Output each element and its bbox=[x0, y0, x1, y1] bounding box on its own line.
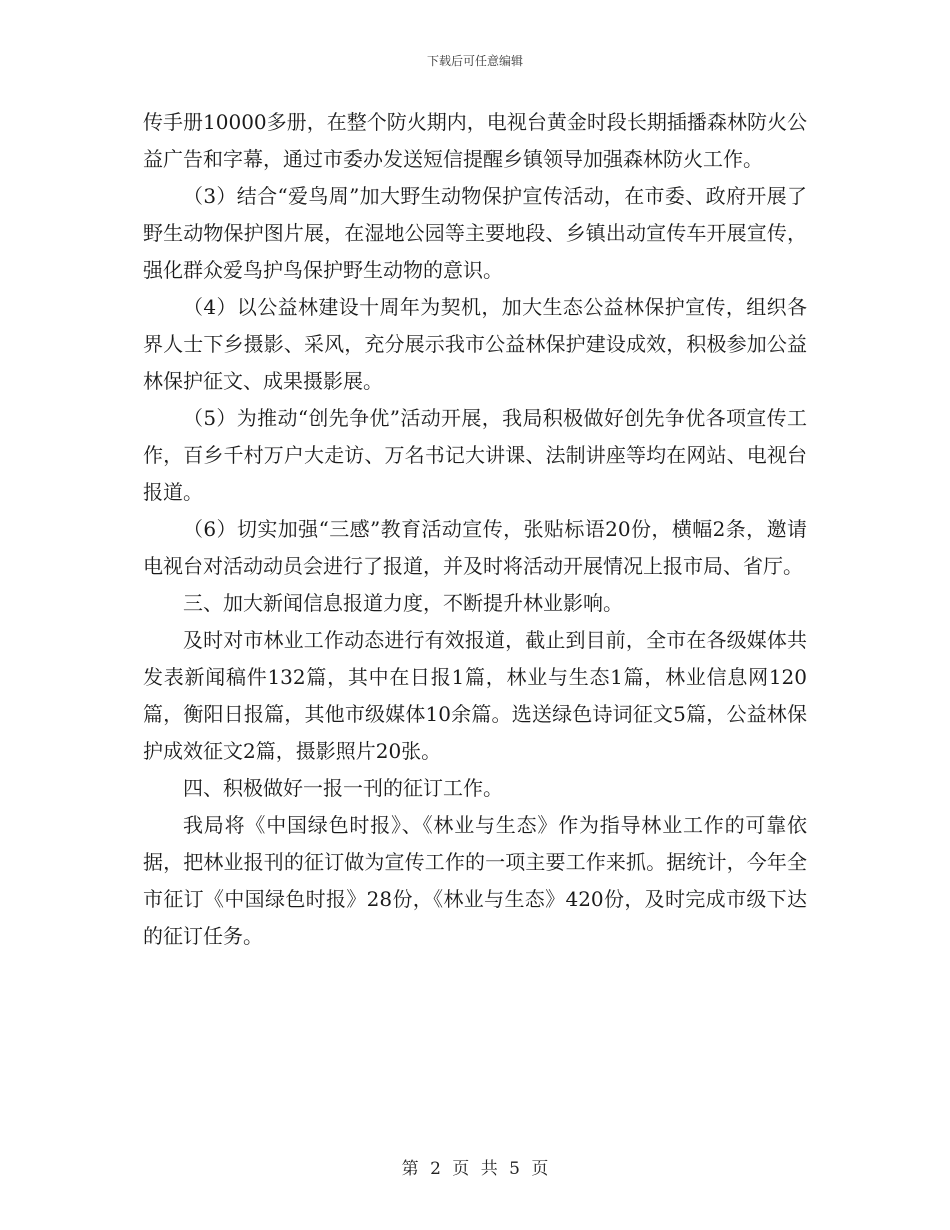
page-label-total: 共 bbox=[480, 1159, 498, 1179]
document-body bbox=[143, 104, 807, 955]
paragraph-4: （5）为推动“创先争优”活动开展，我局积极做好创先争优各项宣传工作，百乡千村万户大走访、万名书记大讲课、法制讲座等均在网站、电视台报道。 bbox=[143, 406, 807, 504]
paragraph-5: （6）切实加强“三感”教育活动宣传，张贴标语20份，横幅2条，邀请电视台对活动动员会进行了报道，并及时将活动开展情况上报市局、省厅。 bbox=[143, 517, 807, 578]
page-total: 5 bbox=[509, 1159, 520, 1179]
page-number bbox=[0, 1154, 950, 1179]
paragraph-9: 我局将《中国绿色时报》、《林业与生态》作为指导林业工作的可靠依据，把林业报刊的征订做为宣传工作的一项主要工作来抓。据统计，今年全市征订《中国绿色时报》28份，《林业与生态》420份，及时完成市级下达的征订任务。 bbox=[143, 813, 807, 948]
page-label-mid: 页 bbox=[452, 1159, 470, 1179]
page-current: 2 bbox=[430, 1159, 441, 1179]
paragraph-2: （3）结合“爱鸟周”加大野生动物保护宣传活动，在市委、政府开展了野生动物保护图片展，在湿地公园等主要地段、乡镇出动宣传车开展宣传，强化群众爱鸟护鸟保护野生动物的意识。 bbox=[143, 184, 807, 282]
paragraph-3: （4）以公益林建设十周年为契机，加大生态公益林保护宣传，组织各界人士下乡摄影、采风，充分展示我市公益林保护建设成效，积极参加公益林保护征文、成果摄影展。 bbox=[143, 295, 807, 393]
page-header-note: 下载后可任意编辑 bbox=[426, 54, 523, 68]
paragraph-1: 传手册10000多册，在整个防火期内，电视台黄金时段长期插播森林防火公益广告和字幕，通过市委办发送短信提醒乡镇领导加强森林防火工作。 bbox=[143, 110, 807, 171]
section-heading-3: 三、加大新闻信息报道力度，不断提升林业影响。 bbox=[183, 591, 623, 615]
page-label-post: 页 bbox=[531, 1159, 549, 1179]
section-heading-4: 四、积极做好一报一刊的征订工作。 bbox=[183, 776, 503, 800]
paragraph-7: 及时对市林业工作动态进行有效报道，截止到目前，全市在各级媒体共发表新闻稿件132篇，其中在日报1篇，林业与生态1篇，林业信息网120篇，衡阳日报篇，其他市级媒体10余篇。选送绿色诗词征文5篇，公益林保护成效征文2篇，摄影照片20张。 bbox=[143, 628, 807, 763]
page-label-pre: 第 bbox=[401, 1159, 419, 1179]
